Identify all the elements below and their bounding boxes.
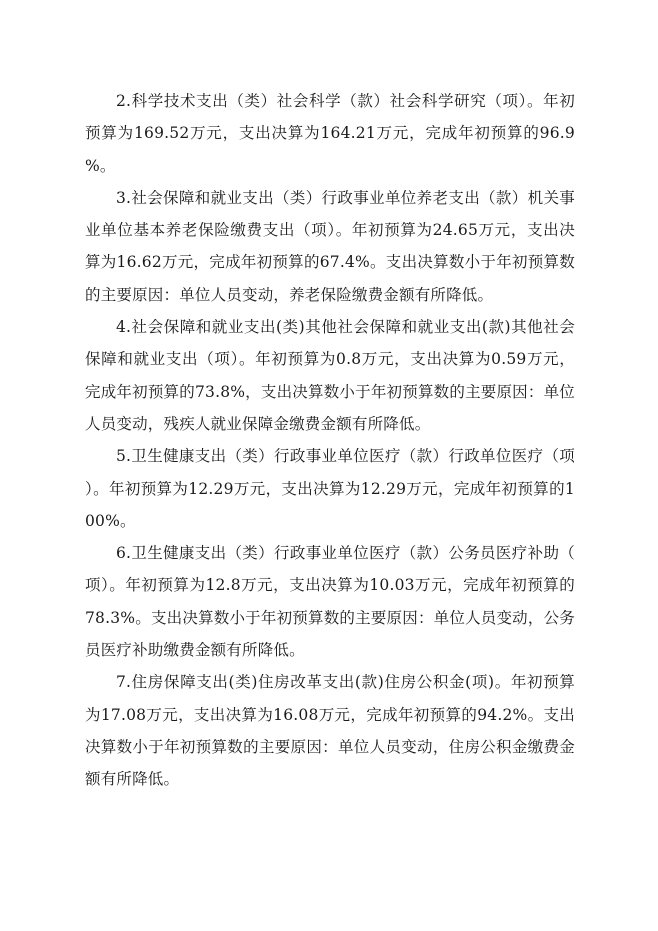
paragraph-item-6: 6.卫生健康支出（类）行政事业单位医疗（款）公务员医疗补助（项）。年初预算为12.8万元，支出决算为10.03万元，完成年初预算的78.3%。支出决算数小于年初预算数的主要原因：单位人员变动，公务员医疗补助缴费金额有所降低。 <box>85 544 575 660</box>
paragraph-item-5: 5.卫生健康支出（类）行政事业单位医疗（款）行政单位医疗（项）。年初预算为12.29万元，支出决算为12.29万元，完成年初预算的100%。 <box>85 447 575 530</box>
document-body <box>85 85 575 796</box>
paragraph-item-7: 7.住房保障支出(类)住房改革支出(款)住房公积金(项)。年初预算为17.08万元，支出决算为16.08万元，完成年初预算的94.2%。支出决算数小于年初预算数的主要原因：单位人员变动，住房公积金缴费金额有所降低。 <box>85 673 575 789</box>
paragraph-item-3: 3.社会保障和就业支出（类）行政事业单位养老支出（款）机关事业单位基本养老保险缴费支出（项）。年初预算为24.65万元，支出决算为16.62万元，完成年初预算的67.4%。支出决算数小于年初预算数的主要原因：单位人员变动，养老保险缴费金额有所降低。 <box>85 188 575 304</box>
paragraph-item-4: 4.社会保障和就业支出(类)其他社会保障和就业支出(款)其他社会保障和就业支出（项）。年初预算为0.8万元，支出决算为0.59万元，完成年初预算的73.8%，支出决算数小于年初预算数的主要原因：单位人员变动，残疾人就业保障金缴费金额有所降低。 <box>85 318 575 433</box>
paragraph-item-2: 2.科学技术支出（类）社会科学（款）社会科学研究（项）。年初预算为169.52万元，支出决算为164.21万元，完成年初预算的96.9%。 <box>85 92 575 175</box>
